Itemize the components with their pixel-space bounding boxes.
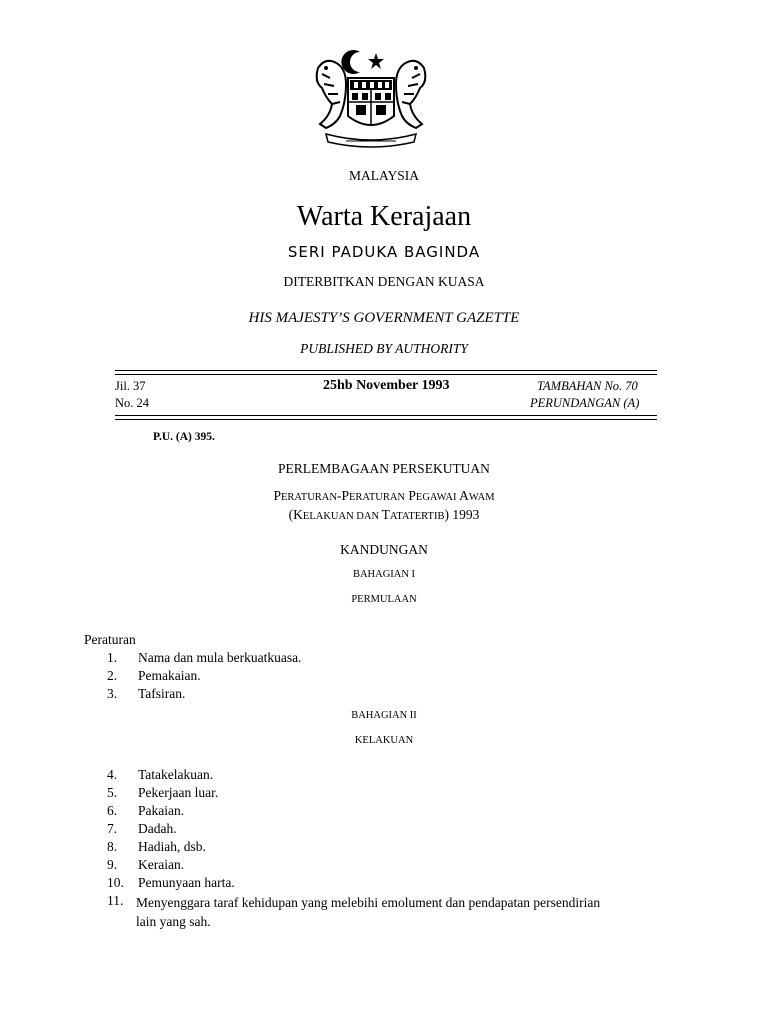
supplement-number: TAMBAHAN No. 70 [537, 379, 638, 393]
legislation-label: PERUNDANGAN (A) [530, 396, 640, 410]
pu-reference: P.U. (A) 395. [153, 431, 215, 443]
bottom-rule-1 [115, 415, 657, 416]
coat-of-arms-icon [296, 38, 446, 150]
seri-paduka-baginda: SERI PADUKA BAGINDA [287, 243, 481, 261]
gazette-title: Warta Kerajaan [296, 201, 472, 232]
contents-heading: KANDUNGAN [340, 542, 428, 557]
issue-number: No. 24 [115, 396, 150, 410]
part-2-label: BAHAGIAN II [351, 710, 417, 721]
bottom-rule-2 [115, 419, 657, 420]
top-rule-2 [115, 374, 657, 375]
top-rule-1 [115, 370, 657, 371]
peraturan-column-label: Peraturan [84, 632, 136, 647]
regulation-title-line1: PERATURAN-PERATURAN PEGAWAI AWAM [273, 488, 495, 503]
constitution-heading: PERLEMBAGAAN PERSEKUTUAN [278, 461, 490, 476]
published-english: PUBLISHED BY AUTHORITY [300, 341, 468, 356]
gazette-english: HIS MAJESTY’S GOVERNMENT GAZETTE [248, 310, 520, 326]
volume-number: Jil. 37 [115, 379, 146, 393]
part-1-label: BAHAGIAN I [352, 569, 416, 580]
published-malay: DITERBITKAN DENGAN KUASA [283, 274, 485, 289]
country-name: MALAYSIA [348, 168, 419, 183]
part-2-title: KELAKUAN [354, 735, 414, 746]
regulation-title-line2: (KELAKUAN DAN TATATERTIB) 1993 [288, 507, 480, 522]
part-1-title: PERMULAAN [351, 594, 417, 605]
issue-date: 25hb November 1993 [323, 378, 450, 393]
gazette-page: MALAYSIA Warta Kerajaan SERI PADUKA BAGINDA DITERBITKAN DENGAN KUASA HIS MAJESTY’S GOVERNMENT GAZETTE PUBLISHED BY AUTHORITY Jil. 37 No. 24 25hb November 1993 TAMBAHAN No. 70 PERUNDANGAN (A) P.U. (A) 395. PERLEMBAGAAN PERSEKUTUAN PERATURAN-PERATURAN PEGAWAI AWAM (KELAKUAN DAN TATATERTIB) 1993 KANDUNGAN BAHAGIAN I PERMULAAN Peraturan 1. Nama dan mula berkuatkuasa. 2. Pemakaian. 3. Tafsiran. BAHAGIAN II KELAKUAN 4. Tatakelakuan. 5. Pekerjaan luar. 6. Pakaian. 7. Dadah. 8. Hadiah, dsb. 9. Keraian. 10. Pemunyaan harta. 11. Menyenggara taraf kehidupan yang melebihi emolument dan pendapatan persendirian lain yang sah. [0, 0, 768, 1024]
